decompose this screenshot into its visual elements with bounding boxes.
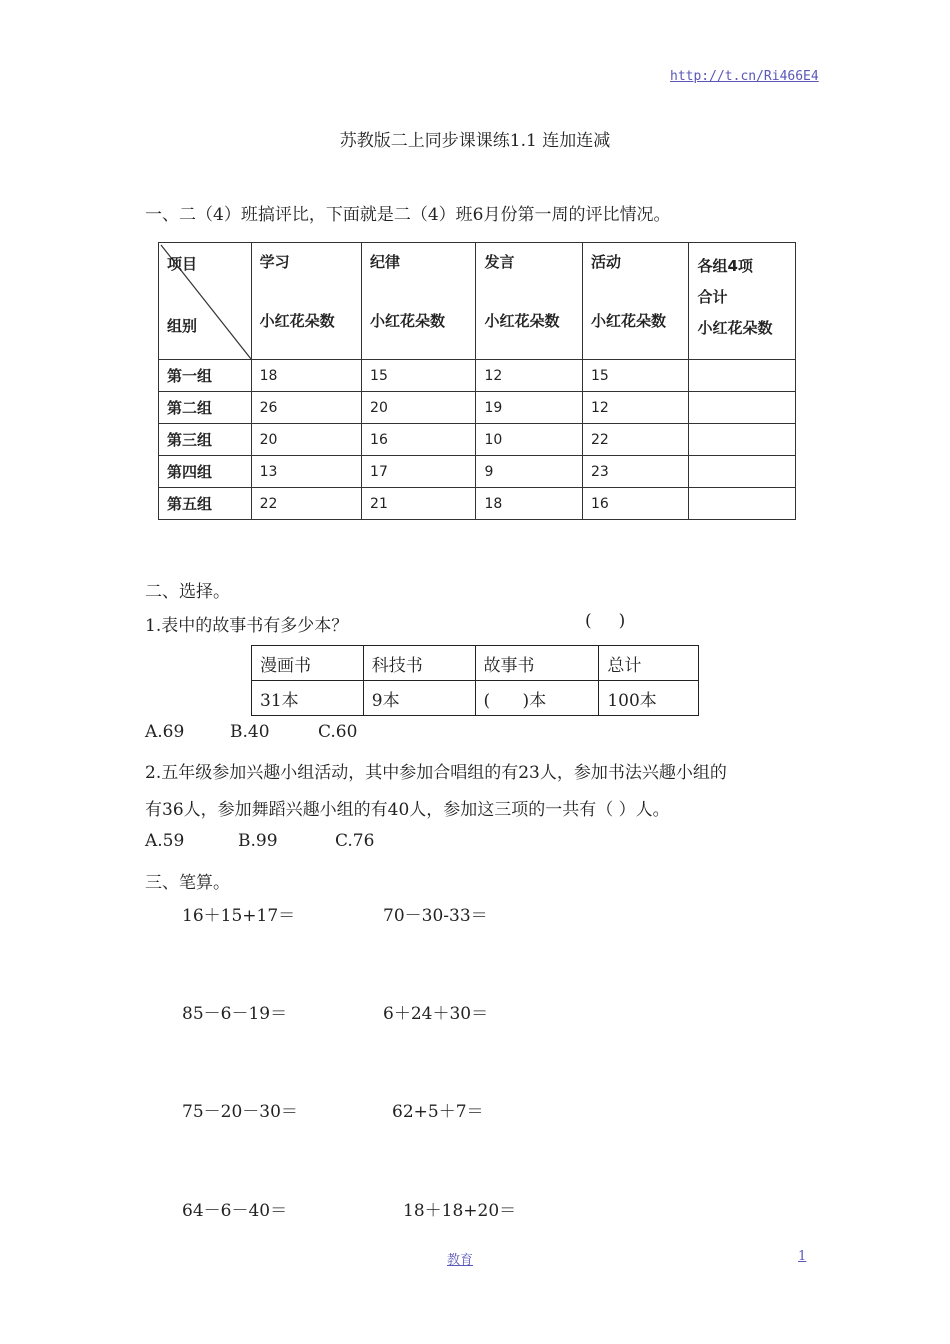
books-table [251, 645, 699, 716]
q1-option-b: B.40 [230, 722, 270, 742]
header-link[interactable]: http://t.cn/Ri466E4 [670, 69, 819, 84]
calc-problem: 6＋24＋30＝ [383, 1004, 489, 1024]
col-header: 纪律 小红花朵数 [362, 243, 476, 360]
table-row: 第五组 22 21 18 16 [159, 488, 796, 520]
table-row: 第四组 13 17 9 23 [159, 456, 796, 488]
col-header-total: 各组4项 合计 小红花朵数 [689, 243, 796, 360]
table-row: 31本 9本 ( )本 100本 [252, 681, 699, 716]
page-title: 苏教版二上同步课课练1.1 连加连减 [339, 131, 611, 151]
section1-heading: 一、二（4）班搞评比，下面就是二（4）班6月份第一周的评比情况。 [145, 205, 671, 225]
calc-problem: 75－20－30＝ [182, 1102, 298, 1122]
q1-answer-blank: ( ) [585, 611, 626, 631]
q2-option-a: A.59 [145, 831, 185, 851]
col-header: 活动 小红花朵数 [582, 243, 689, 360]
q2-option-c: C.76 [335, 831, 375, 851]
q2-option-b: B.99 [238, 831, 278, 851]
table-row: 第二组 26 20 19 12 [159, 392, 796, 424]
q2-line2: 有36人，参加舞蹈兴趣小组的有40人，参加这三项的一共有（ ）人。 [145, 800, 670, 820]
q1-option-c: C.60 [318, 722, 358, 742]
table-row: 漫画书 科技书 故事书 总计 [252, 646, 699, 681]
section3-heading: 三、笔算。 [145, 873, 230, 893]
col-header: 学习 小红花朵数 [251, 243, 361, 360]
calc-problem: 64－6－40＝ [182, 1201, 288, 1221]
table-row: 第一组 18 15 12 15 [159, 360, 796, 392]
table-row: 第三组 20 16 10 22 [159, 424, 796, 456]
calc-problem: 70－30-33＝ [383, 906, 488, 926]
calc-problem: 85－6－19＝ [182, 1004, 288, 1024]
calc-problem: 18＋18+20＝ [403, 1201, 517, 1221]
footer-link[interactable]: 教育 [447, 1253, 474, 1268]
corner-bottom-label: 组别 [167, 317, 198, 335]
calc-problem: 16＋15+17＝ [182, 906, 296, 926]
calc-problem: 62+5＋7＝ [392, 1102, 484, 1122]
q1-option-a: A.69 [145, 722, 185, 742]
q2-line1: 2.五年级参加兴趣小组活动，其中参加合唱组的有23人，参加书法兴趣小组的 [145, 763, 727, 783]
rating-table [158, 242, 796, 520]
table-header-row [159, 243, 796, 360]
col-header: 发言 小红花朵数 [476, 243, 583, 360]
corner-cell [159, 243, 252, 360]
q1-text: 1.表中的故事书有多少本？ [145, 616, 349, 636]
corner-top-label: 项目 [167, 255, 198, 273]
page-number[interactable]: 1 [798, 1249, 807, 1264]
section2-heading: 二、选择。 [145, 582, 230, 602]
